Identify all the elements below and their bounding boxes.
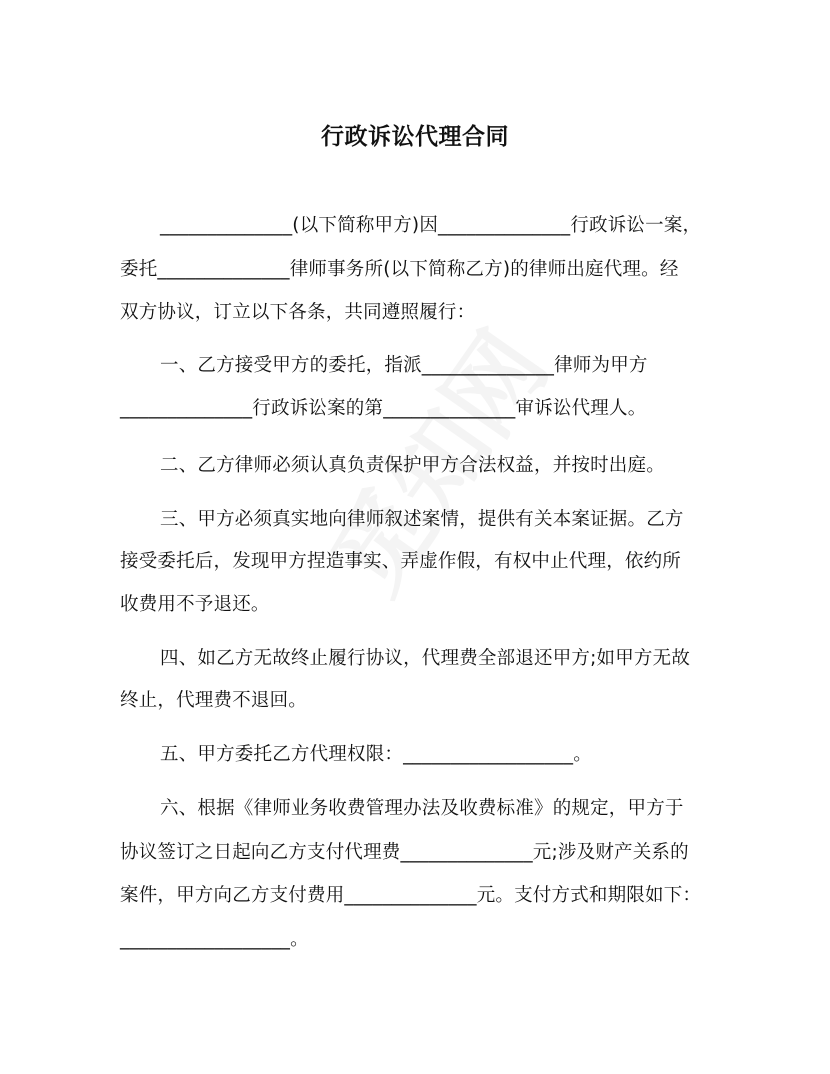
clause-3-line: 三、甲方必须真实地向律师叙述案情，提供有关本案证据。乙方 — [160, 509, 684, 530]
document-title: 行政诉讼代理合同 — [321, 124, 509, 150]
clause-6-line: 六、根据《律师业务收费管理办法及收费标准》的规定，甲方于 — [160, 798, 684, 819]
clause-6-line: __________________。 — [120, 929, 309, 950]
clause-3-line: 接受委托后，发现甲方捏造事实、弄虚作假，有权中止代理，依约所 — [120, 551, 682, 572]
clause-1-line: 一、乙方接受甲方的委托，指派______________律师为甲方 — [160, 355, 648, 376]
clause-2-line: 二、乙方律师必须认真负责保护甲方合法权益，并按时出庭。 — [160, 455, 665, 476]
paragraph-line: 委托______________律师事务所(以下简称乙方)的律师出庭代理。经 — [120, 259, 679, 280]
clause-6-line: 协议签订之日起向乙方支付代理费______________元;涉及财产关系的 — [120, 842, 689, 863]
paragraph-line: ______________(以下简称甲方)因______________行政诉讼一案， — [160, 215, 702, 236]
clause-1-line: ______________行政诉讼案的第______________审诉讼代理人。 — [120, 398, 647, 419]
clause-4-line: 四、如乙方无故终止履行协议，代理费全部退还甲方;如甲方无故 — [160, 648, 691, 669]
clause-4-line: 终止，代理费不退回。 — [120, 690, 308, 711]
clause-5-line: 五、甲方委托乙方代理权限：__________________。 — [160, 744, 592, 765]
paragraph-line: 双方协议，订立以下各条，共同遵照履行： — [120, 302, 476, 323]
clause-3-line: 收费用不予退还。 — [120, 594, 270, 615]
clause-6-line: 案件，甲方向乙方支付费用______________元。支付方式和期限如下： — [120, 885, 702, 906]
